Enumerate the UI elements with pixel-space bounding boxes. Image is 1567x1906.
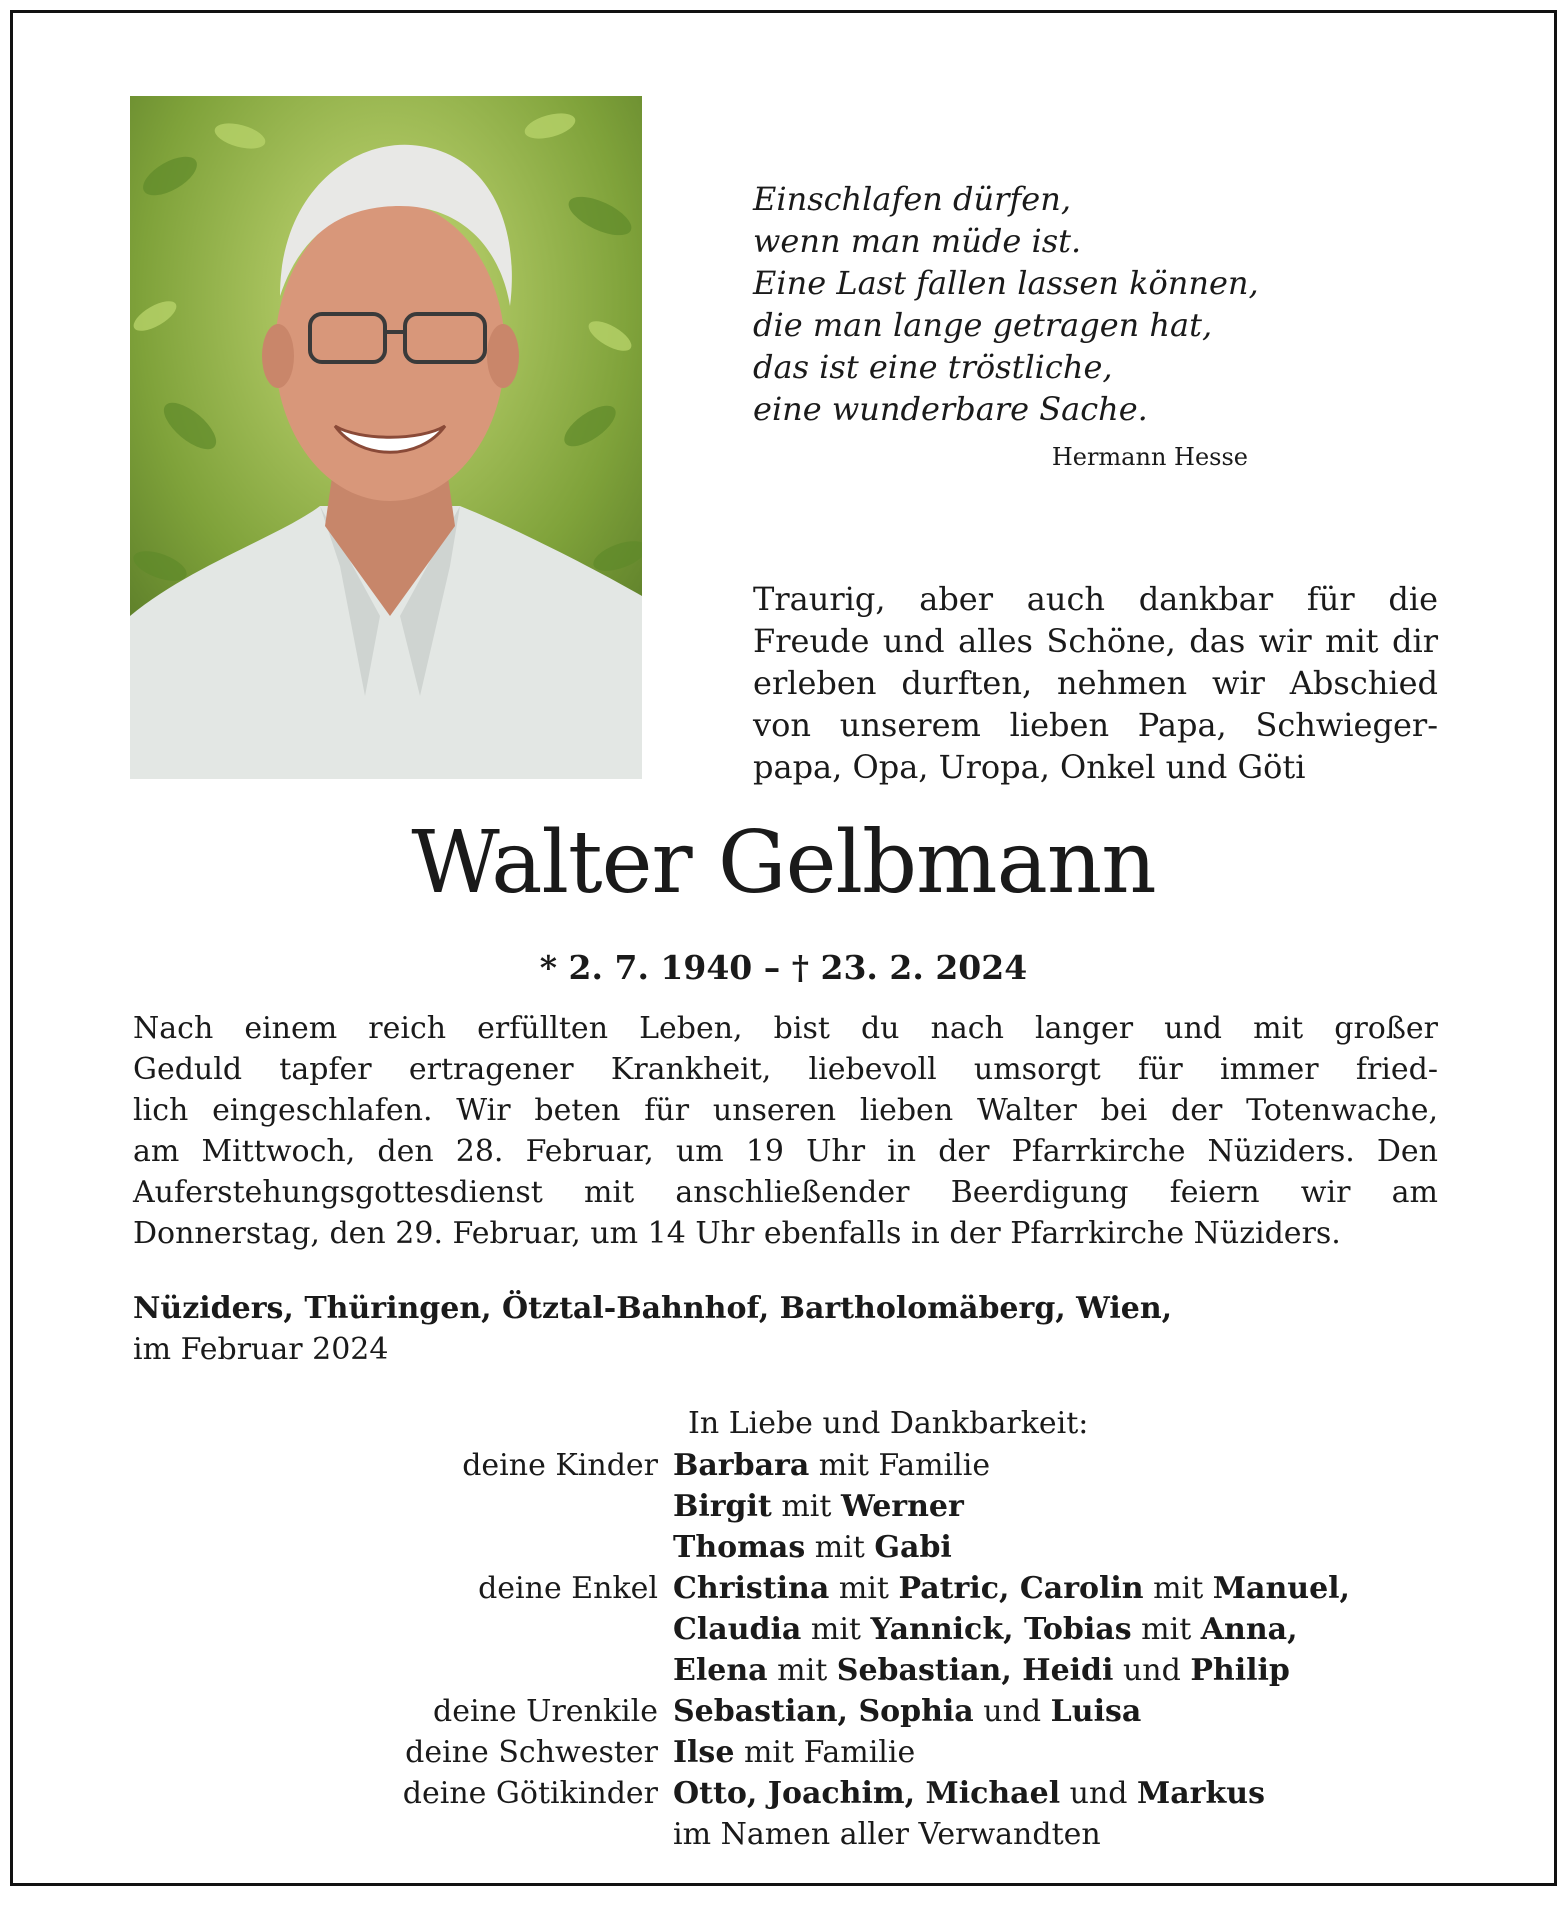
mourner-relation (133, 1486, 673, 1527)
mourner-names (673, 1486, 1453, 1527)
mourner-connector: mit (771, 1489, 841, 1524)
mourner-name: Markus (1137, 1776, 1265, 1811)
poem-author: Hermann Hesse (1051, 443, 1248, 471)
mourner-names (673, 1773, 1453, 1814)
mourner-row (133, 1691, 1453, 1732)
mourner-connector: mit (805, 1530, 875, 1565)
mourner-name: Yannick, Tobias (870, 1612, 1132, 1647)
mourner-relation: deine Enkel (478, 1571, 658, 1606)
mourner-name: Sebastian, Sophia (673, 1694, 974, 1729)
portrait-image (130, 96, 642, 779)
mourner-connector: mit (1131, 1612, 1201, 1647)
places-date: im Februar 2024 (133, 1332, 389, 1367)
obituary-notice (10, 10, 1557, 1886)
mourner-name: Barbara (673, 1448, 810, 1483)
mourner-connector: mit (801, 1612, 871, 1647)
mourner-names (673, 1568, 1453, 1609)
places-list: Nüziders, Thüringen, Ötztal-Bahnhof, Bartholomäberg, Wien, (133, 1291, 1173, 1326)
mourner-name: Birgit (673, 1489, 772, 1524)
mourner-name: Christina (673, 1571, 830, 1606)
mourner-name: Elena (673, 1653, 768, 1688)
body-line: lich eingeschlafen. Wir beten für unseren lieben Walter bei der Totenwache, (133, 1093, 1438, 1128)
mourner-row (133, 1609, 1453, 1650)
life-dates: * 2. 7. 1940 – † 23. 2. 2024 (539, 948, 1028, 987)
poem-line: die man lange getragen hat, (753, 306, 1213, 344)
intro-line: papa, Opa, Uropa, Onkel und Göti (753, 748, 1306, 786)
mourner-relation: deine Schwester (405, 1735, 658, 1770)
places-block (133, 1288, 1438, 1370)
body-line: Donnerstag, den 29. Februar, um 14 Uhr ebenfalls in der Pfarrkirche Nüziders. (133, 1216, 1341, 1251)
mourner-relation (133, 1650, 673, 1691)
mourner-row (133, 1527, 1453, 1568)
body-line: Geduld tapfer ertragener Krankheit, liebevoll umsorgt für immer fried- (133, 1052, 1438, 1087)
mourner-connector: und (1113, 1653, 1191, 1688)
mourner-relation: deine Urenkile (433, 1694, 658, 1729)
mourner-names (673, 1814, 1453, 1855)
mourner-row (133, 1650, 1453, 1691)
mourner-name: Ilse (673, 1735, 735, 1770)
mourners-list (133, 1445, 1453, 1855)
mourner-connector: mit (767, 1653, 837, 1688)
mourner-name: Werner (840, 1489, 964, 1524)
mourner-connector: und (973, 1694, 1051, 1729)
body-line: Auferstehungsgottesdienst mit anschließender Beerdigung feiern wir am (133, 1175, 1438, 1210)
mourner-relation (133, 1609, 673, 1650)
closing-line: In Liebe und Dankbarkeit: (688, 1406, 1089, 1441)
mourner-names (673, 1445, 1453, 1486)
intro-line: von unserem lieben Papa, Schwieger- (753, 706, 1438, 744)
intro-line: erleben durften, nehmen wir Abschied (753, 664, 1438, 702)
poem-line: Einschlafen dürfen, (753, 180, 1071, 218)
mourner-name: Gabi (874, 1530, 952, 1565)
mourner-name: Philip (1190, 1653, 1290, 1688)
mourner-name: Anna, (1200, 1612, 1298, 1647)
poem-line: Eine Last fallen lassen können, (753, 264, 1259, 302)
mourner-name: Thomas (673, 1530, 806, 1565)
mourner-names (673, 1732, 1453, 1773)
mourner-relation: deine Kinder (462, 1448, 658, 1483)
mourner-connector: mit (1143, 1571, 1213, 1606)
mourner-names (673, 1609, 1453, 1650)
mourner-name: Sebastian, Heidi (836, 1653, 1114, 1688)
mourner-connector: mit Familie (809, 1448, 991, 1483)
mourner-name: Luisa (1050, 1694, 1142, 1729)
mourner-connector: mit (829, 1571, 899, 1606)
mourner-row (133, 1486, 1453, 1527)
mourner-names (673, 1650, 1453, 1691)
deceased-name: Walter Gelbmann (411, 813, 1156, 913)
poem-line: eine wunderbare Sache. (753, 390, 1148, 428)
mourner-name: Claudia (673, 1612, 802, 1647)
intro-text (753, 578, 1438, 788)
mourner-relation (133, 1814, 673, 1855)
mourner-relation (133, 1527, 673, 1568)
mourner-relation: deine Götikinder (402, 1776, 658, 1811)
mourner-connector: im Namen aller Verwandten (673, 1817, 1101, 1852)
intro-line: Freude und alles Schöne, das wir mit dir (753, 622, 1438, 660)
mourner-row (133, 1732, 1453, 1773)
portrait-photo (130, 96, 642, 779)
mourner-row (133, 1773, 1453, 1814)
poem (753, 178, 1273, 430)
body-line: Nach einem reich erfüllten Leben, bist du nach langer und mit großer (133, 1011, 1438, 1046)
mourner-name: Manuel, (1212, 1571, 1350, 1606)
mourner-name: Patric, Carolin (898, 1571, 1144, 1606)
mourner-connector: und (1060, 1776, 1138, 1811)
mourner-name: Otto, Joachim, Michael (673, 1776, 1061, 1811)
mourner-names (673, 1691, 1453, 1732)
mourner-names (673, 1527, 1453, 1568)
poem-line: das ist eine tröstliche, (753, 348, 1113, 386)
body-text (133, 1008, 1438, 1254)
poem-line: wenn man müde ist. (753, 222, 1082, 260)
intro-line: Traurig, aber auch dankbar für die (753, 580, 1438, 618)
mourner-row (133, 1445, 1453, 1486)
mourner-connector: mit Familie (734, 1735, 916, 1770)
body-line: am Mittwoch, den 28. Februar, um 19 Uhr in der Pfarrkirche Nüziders. Den (133, 1134, 1438, 1169)
mourner-row (133, 1568, 1453, 1609)
mourner-row (133, 1814, 1453, 1855)
